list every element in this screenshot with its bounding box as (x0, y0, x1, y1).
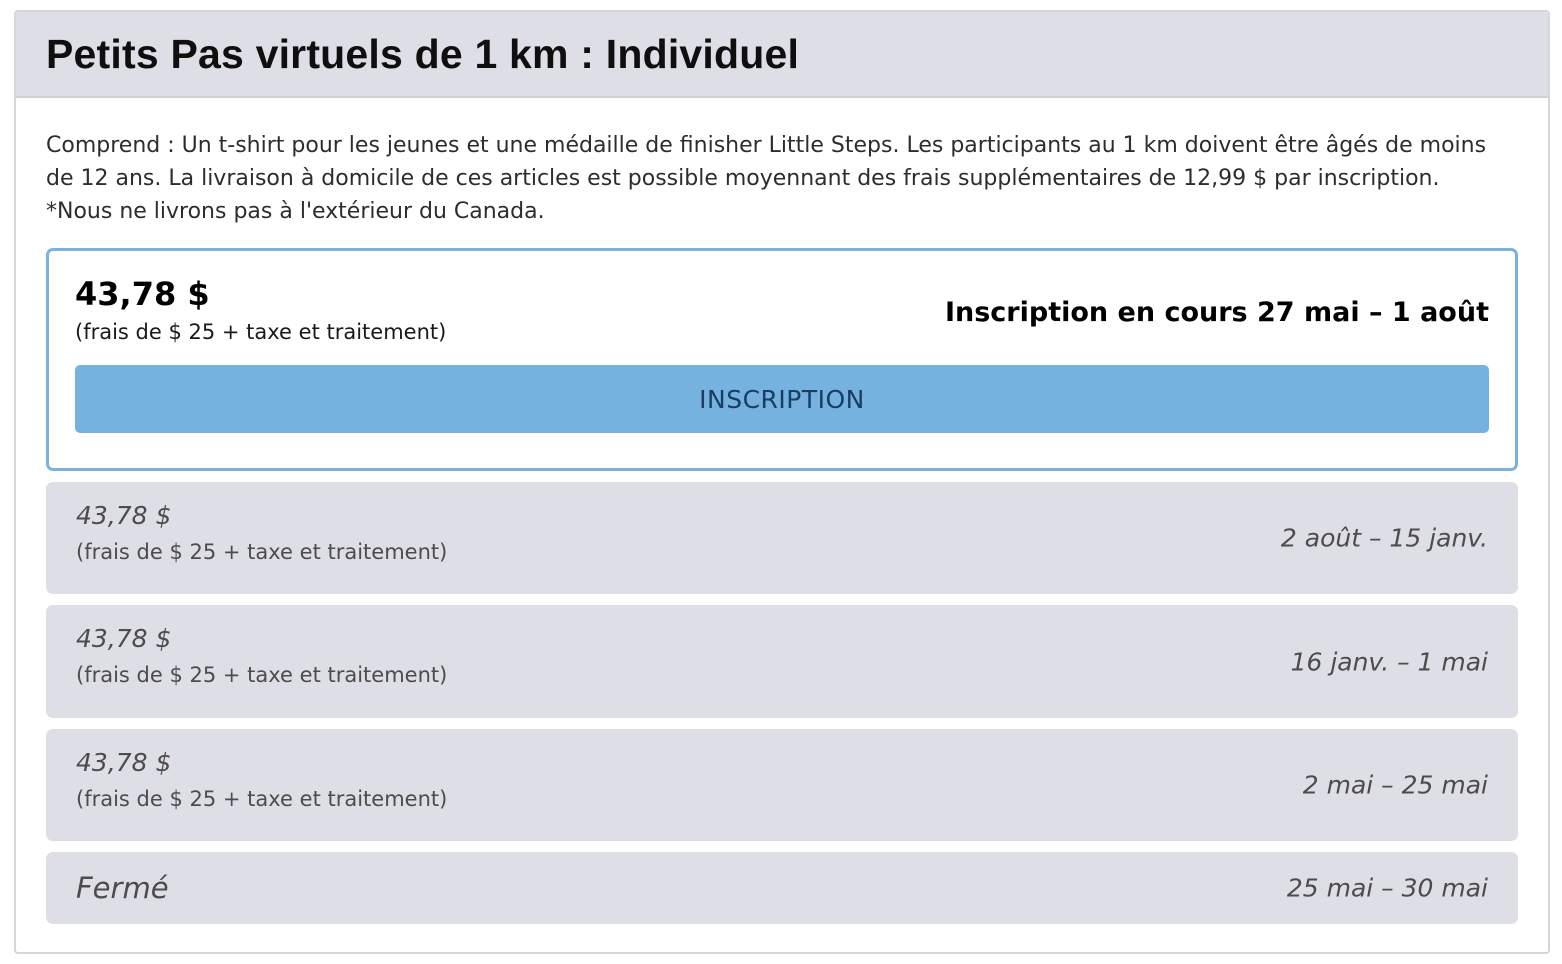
tier-dates: 2 août – 15 janv. (1280, 523, 1488, 553)
active-price-tier (46, 248, 1518, 471)
register-button[interactable]: INSCRIPTION (75, 365, 1489, 433)
tier-dates: 16 janv. – 1 mai (1290, 647, 1488, 676)
registration-card (14, 10, 1550, 954)
closed-label: Fermé (76, 871, 169, 905)
tier-fee: (frais de $ 25 + taxe et traitement) (76, 787, 448, 811)
tier-price: 43,78 $ (76, 624, 172, 653)
tier-price: 43,78 $ (76, 501, 172, 530)
card-body (16, 98, 1548, 924)
active-tier-fee: (frais de $ 25 + taxe et traitement) (75, 320, 447, 344)
event-title: Petits Pas virtuels de 1 km : Individuel (46, 30, 800, 77)
closed-tier (46, 852, 1518, 924)
closed-tier-dates: 25 mai – 30 mai (1286, 873, 1488, 903)
tier-dates: 2 mai – 25 mai (1302, 770, 1488, 800)
tier-price: 43,78 $ (76, 748, 172, 777)
tier-fee: (frais de $ 25 + taxe et traitement) (76, 540, 448, 564)
tier-fee: (frais de $ 25 + taxe et traitement) (76, 663, 448, 687)
price-tier (46, 482, 1518, 594)
description-text: Comprend : Un t-shirt pour les jeunes et une médaille de finisher Little Steps. Les participants au 1 km doivent être âgés de moins de 12 ans. La livraison à domicile de ces articles est possible moyennant des frais supplémentaires de 12,99 $ par inscription. (46, 133, 1487, 191)
active-tier-price: 43,78 $ (75, 275, 210, 313)
shipping-note: *Nous ne livrons pas à l'extérieur du Canada. (46, 199, 545, 224)
registration-status: Inscription en cours 27 mai – 1 août (944, 297, 1489, 328)
event-description (46, 129, 1506, 228)
card-header (16, 12, 1548, 98)
price-tier (46, 605, 1518, 718)
price-tier (46, 729, 1518, 841)
